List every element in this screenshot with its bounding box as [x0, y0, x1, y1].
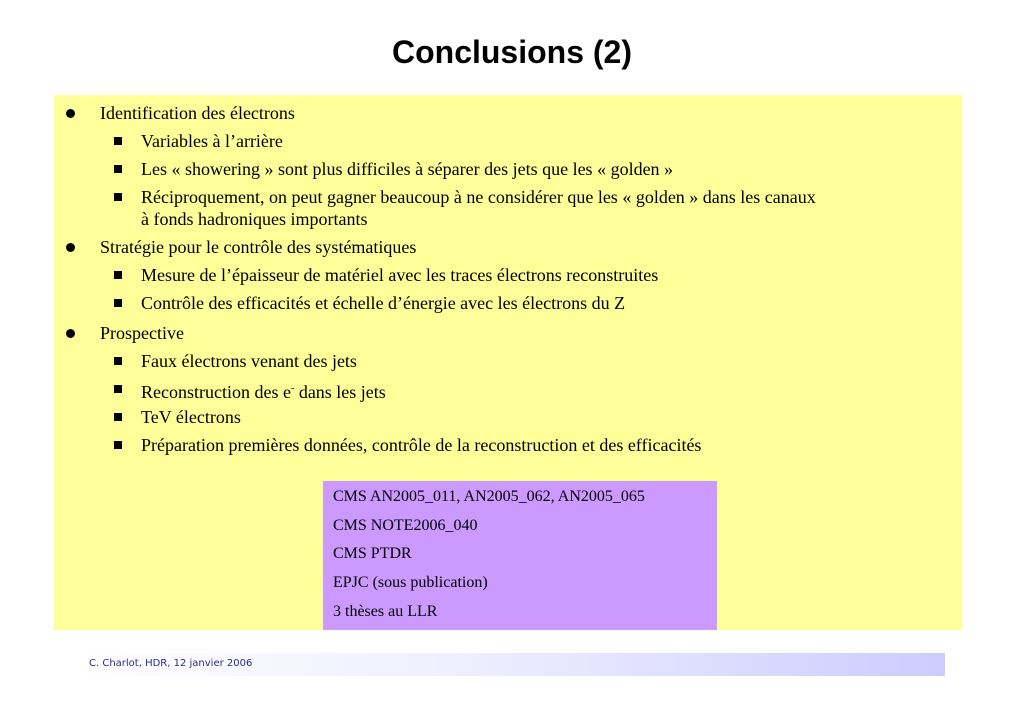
reference-item: CMS NOTE2006_040 [333, 517, 478, 534]
list-item: TeV électrons [141, 407, 241, 427]
list-item: Faux électrons venant des jets [141, 351, 357, 371]
bullet-square [114, 193, 122, 201]
bullet-dot [66, 329, 75, 338]
bullet-square [114, 299, 122, 307]
bullet-square [114, 137, 122, 145]
superscript-minus: - [290, 383, 295, 394]
references-box [323, 481, 717, 630]
bullet-square [114, 385, 122, 393]
list-item-text: dans les jets [294, 382, 386, 402]
section-heading: Identification des électrons [100, 103, 295, 123]
bullet-square [114, 441, 122, 449]
footer-text: C. Charlot, HDR, 12 janvier 2006 [89, 658, 253, 669]
slide-title: Conclusions (2) [391, 34, 632, 70]
bullet-dot [66, 243, 75, 252]
reference-item: CMS PTDR [333, 545, 412, 562]
list-item: Réciproquement, on peut gagner beaucoup à ne considérer que les « golden » dans les canaux [141, 187, 816, 207]
bullet-square [114, 413, 122, 421]
section-heading: Prospective [100, 323, 184, 343]
list-item [141, 378, 951, 403]
footer-bar [79, 653, 945, 676]
list-item: Préparation premières données, contrôle de la reconstruction et des efficacités [141, 435, 702, 455]
list-item: Variables à l’arrière [141, 131, 283, 151]
reference-item: CMS AN2005_011, AN2005_062, AN2005_065 [333, 488, 645, 505]
bullet-square [114, 165, 122, 173]
reference-item: 3 thèses au LLR [333, 603, 438, 620]
reference-item: EPJC (sous publication) [333, 574, 488, 591]
bullet-square [114, 271, 122, 279]
list-item: Les « showering » sont plus difficiles à séparer des jets que les « golden » [141, 159, 674, 179]
bullet-square [114, 357, 122, 365]
list-item: Contrôle des efficacités et échelle d’énergie avec les électrons du Z [141, 293, 626, 313]
list-item-text: Reconstruction des e [141, 382, 291, 402]
bullet-dot [66, 109, 75, 118]
list-item-continuation: à fonds hadroniques importants [141, 209, 368, 229]
list-item: Mesure de l’épaisseur de matériel avec les traces électrons reconstruites [141, 265, 659, 285]
section-heading: Stratégie pour le contrôle des systématiques [100, 237, 417, 257]
